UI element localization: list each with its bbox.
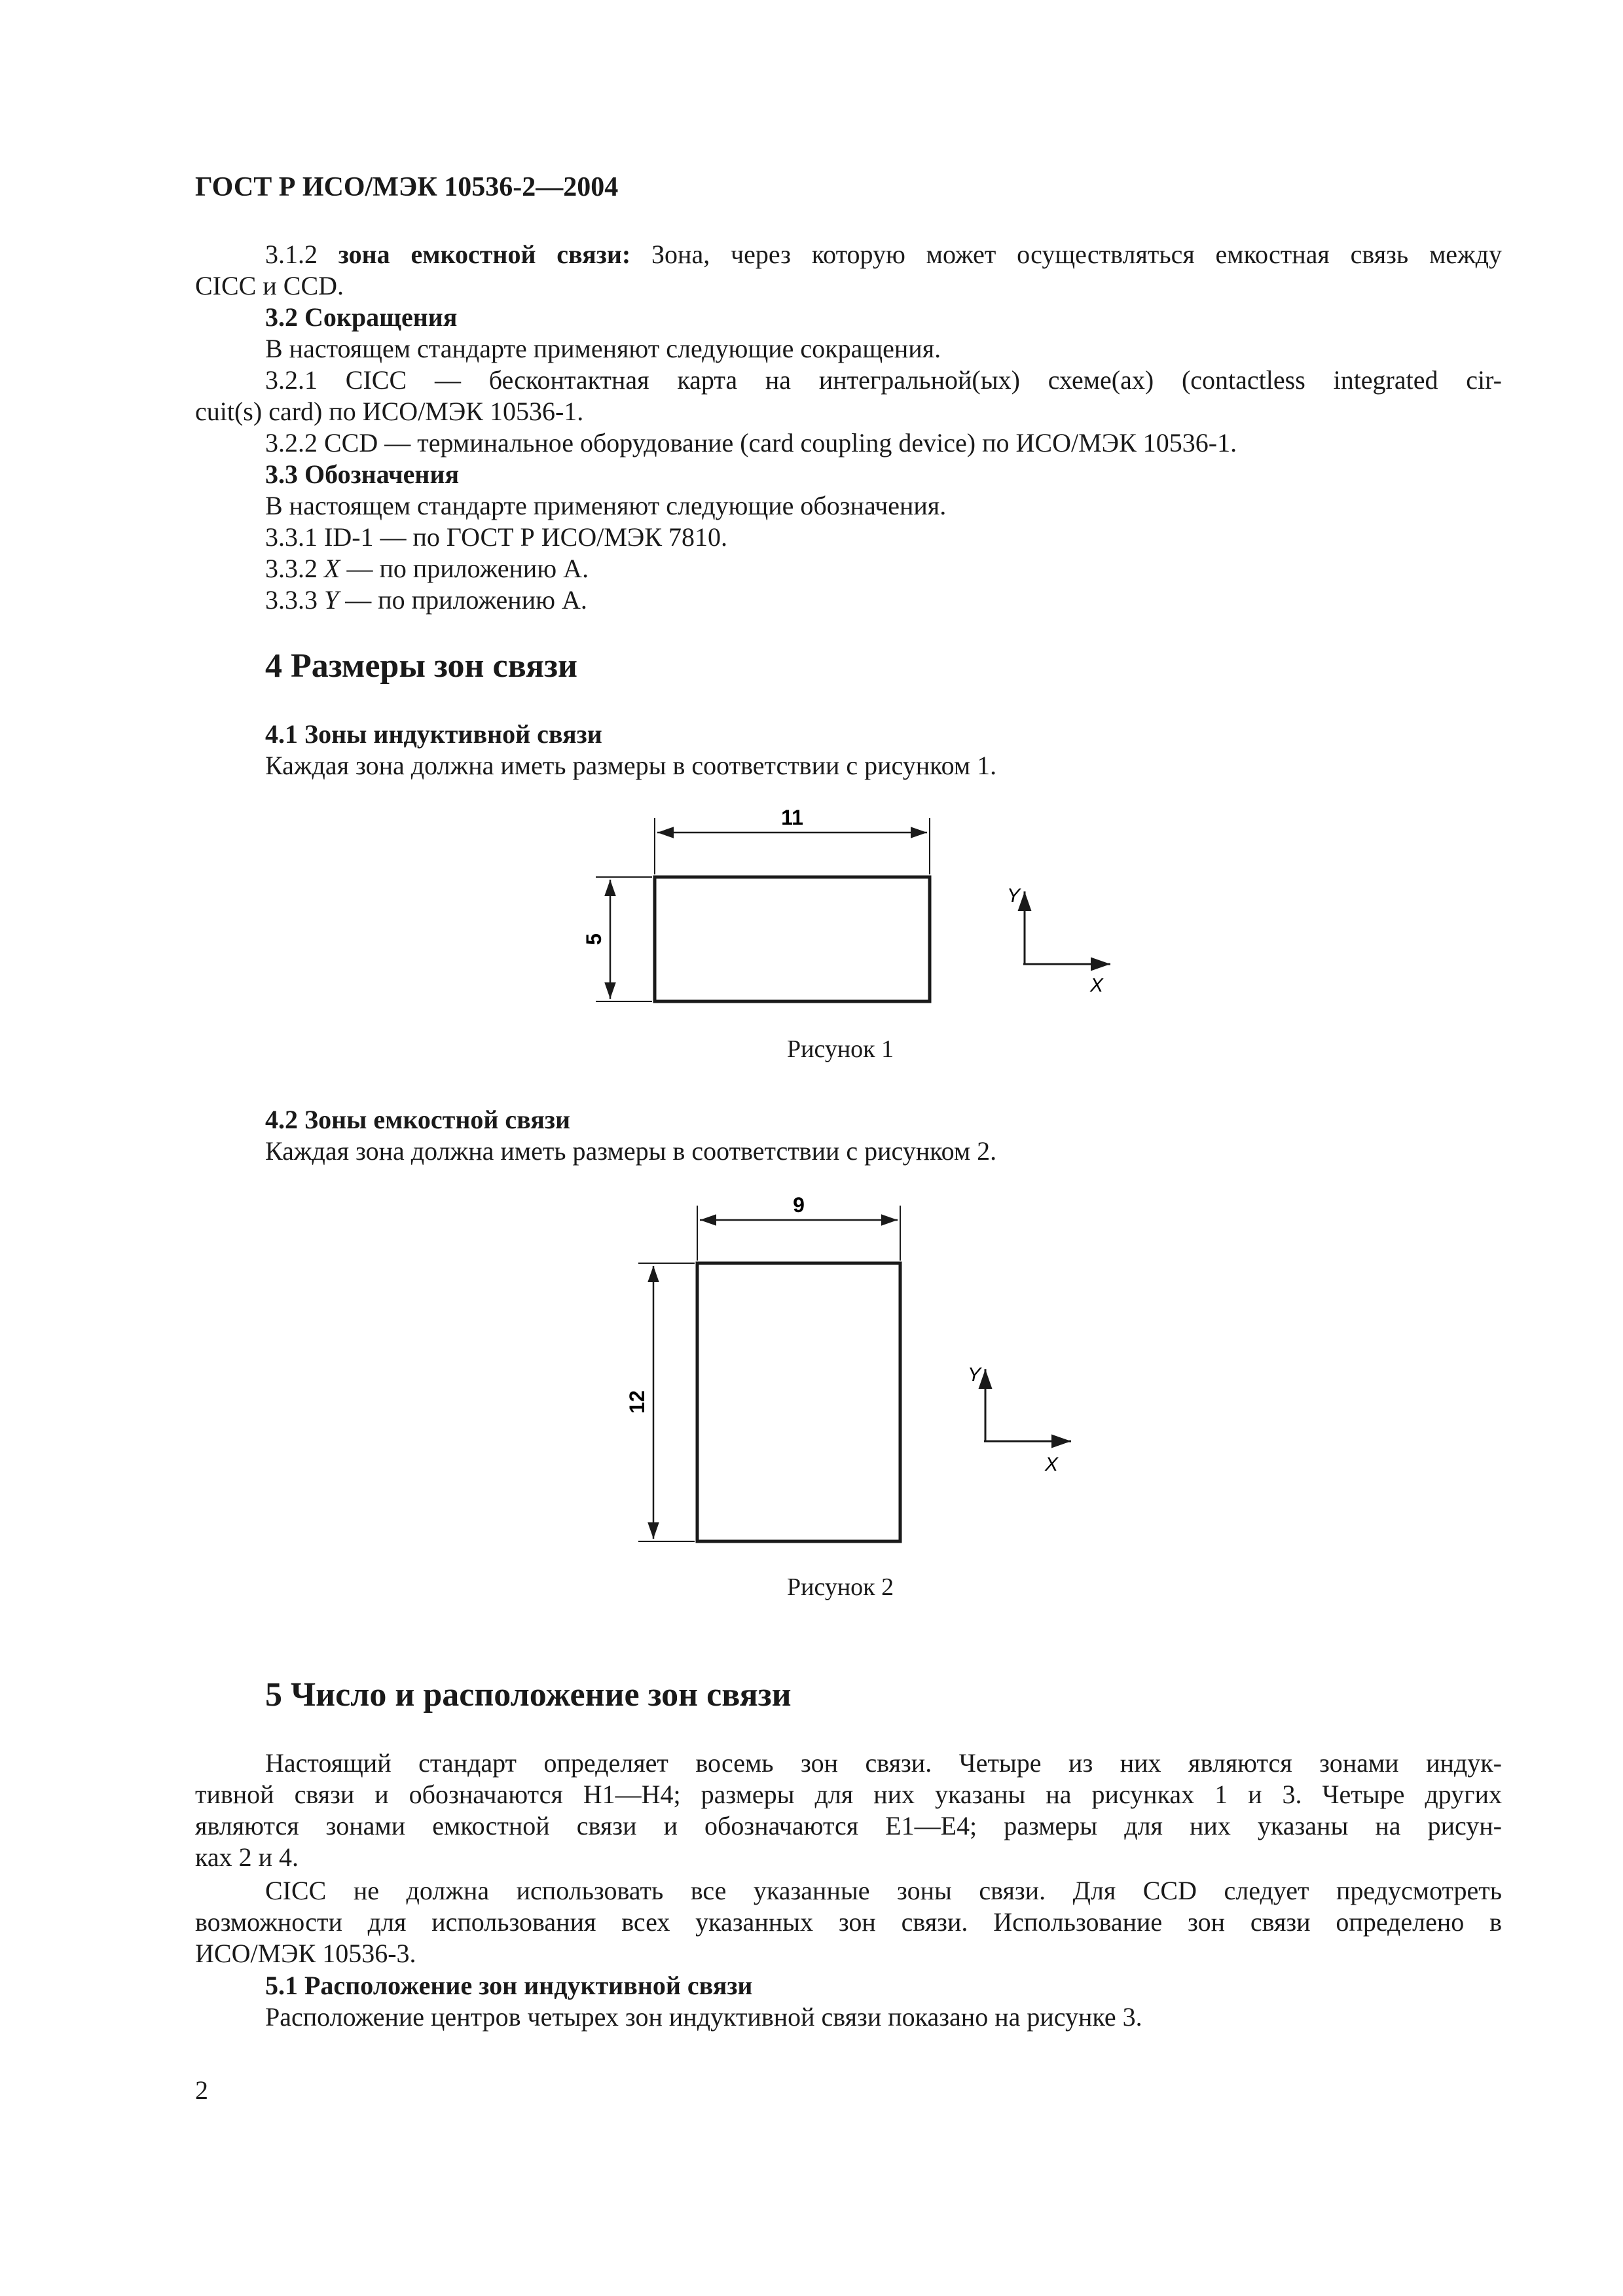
paragraph-4-2: Каждая зона должна иметь размеры в соответствии с рисунком 2. (265, 1136, 997, 1166)
section-4-title: 4 Размеры зон связи (265, 647, 577, 685)
clause-number: 3.3.3 (265, 585, 318, 615)
width-dimension-label: 11 (781, 806, 803, 829)
document-header: ГОСТ Р ИСО/МЭК 10536-2—2004 (195, 172, 619, 202)
figure-1 (576, 805, 1139, 1054)
height-dimension-label: 12 (625, 1390, 649, 1414)
paragraph-3-1-2-line-1 (265, 239, 1502, 270)
symbol-x: X (324, 554, 340, 583)
paragraph-5-2-line-3: ИСО/МЭК 10536-3. (195, 1939, 416, 1968)
figure-2-caption: Рисунок 2 (787, 1573, 894, 1601)
axis-x-label: X (1045, 1454, 1059, 1475)
symbol-y: Y (324, 585, 339, 615)
paragraph-5-1-line-4: ках 2 и 4. (195, 1842, 299, 1872)
paragraph-3-3-intro: В настоящем стандарте применяют следующие обозначения. (265, 491, 947, 520)
paragraph-4-1: Каждая зона должна иметь размеры в соответствии с рисунком 1. (265, 751, 997, 780)
heading-3-2: 3.2 Сокращения (265, 302, 458, 332)
width-dimension-label: 9 (793, 1193, 805, 1217)
paragraph-3-2-1-line-1: 3.2.1 CICC — бесконтактная карта на интегральной(ых) схеме(ах) (contactless integrated cir- (265, 365, 1502, 395)
paragraph-5-1-line-2: тивной связи и обозначаются H1—H4; размеры для них указаны на рисунках 1 и 3. Четыре других (195, 1780, 1502, 1809)
height-dimension-label: 5 (582, 933, 606, 945)
paragraph-5-1-location: Расположение центров четырех зон индуктивной связи показано на рисунке 3. (265, 2002, 1142, 2032)
definition-text: — по приложению А. (345, 585, 587, 615)
definition-text: Зона, через которую может осуществляться емкостная связь между (651, 240, 1502, 269)
axis-y-label: Y (1007, 885, 1021, 906)
section-5-title: 5 Число и расположение зон связи (265, 1676, 792, 1713)
paragraph-5-2-line-1: CICC не должна использовать все указанные зоны связи. Для CCD следует предусмотреть (265, 1876, 1502, 1905)
paragraph-3-2-intro: В настоящем стандарте применяют следующие сокращения. (265, 334, 941, 363)
heading-4-2: 4.2 Зоны емкостной связи (265, 1105, 570, 1134)
paragraph-3-3-2 (265, 553, 589, 584)
paragraph-3-3-3 (265, 584, 587, 616)
axis-y-label: Y (968, 1364, 981, 1386)
page-number: 2 (195, 2075, 208, 2105)
paragraph-5-2-line-2: возможности для использования всех указанных зон связи. Использование зон связи определено в (195, 1907, 1502, 1937)
figure-2 (609, 1191, 1100, 1558)
clause-number: 3.3.2 (265, 554, 318, 583)
heading-3-3: 3.3 Обозначения (265, 459, 460, 489)
term: зона емкостной связи: (338, 240, 631, 269)
paragraph-5-1-line-3: являются зонами емкостной связи и обозначаются E1—E4; размеры для них указаны на рисун- (195, 1811, 1502, 1840)
paragraph-3-2-2: 3.2.2 CCD — терминальное оборудование (card coupling device) по ИСО/МЭК 10536-1. (265, 428, 1237, 457)
heading-4-1: 4.1 Зоны индуктивной связи (265, 719, 602, 749)
heading-5-1: 5.1 Расположение зон индуктивной связи (265, 1971, 753, 2000)
capacitive-zone-rect (697, 1263, 900, 1541)
paragraph-3-2-1-line-2: cuit(s) card) по ИСО/МЭК 10536-1. (195, 397, 584, 426)
paragraph-5-1-line-1: Настоящий стандарт определяет восемь зон связи. Четыре из них являются зонами индук- (265, 1748, 1502, 1778)
inductive-zone-rect (655, 877, 930, 1001)
figure-1-caption: Рисунок 1 (787, 1035, 894, 1063)
paragraph-3-1-2-line-2: CICC и CCD. (195, 271, 344, 300)
paragraph-3-3-1: 3.3.1 ID-1 — по ГОСТ Р ИСО/МЭК 7810. (265, 522, 728, 552)
definition-text: — по приложению А. (346, 554, 589, 583)
axis-x-label: X (1090, 975, 1104, 996)
clause-number: 3.1.2 (265, 240, 318, 269)
